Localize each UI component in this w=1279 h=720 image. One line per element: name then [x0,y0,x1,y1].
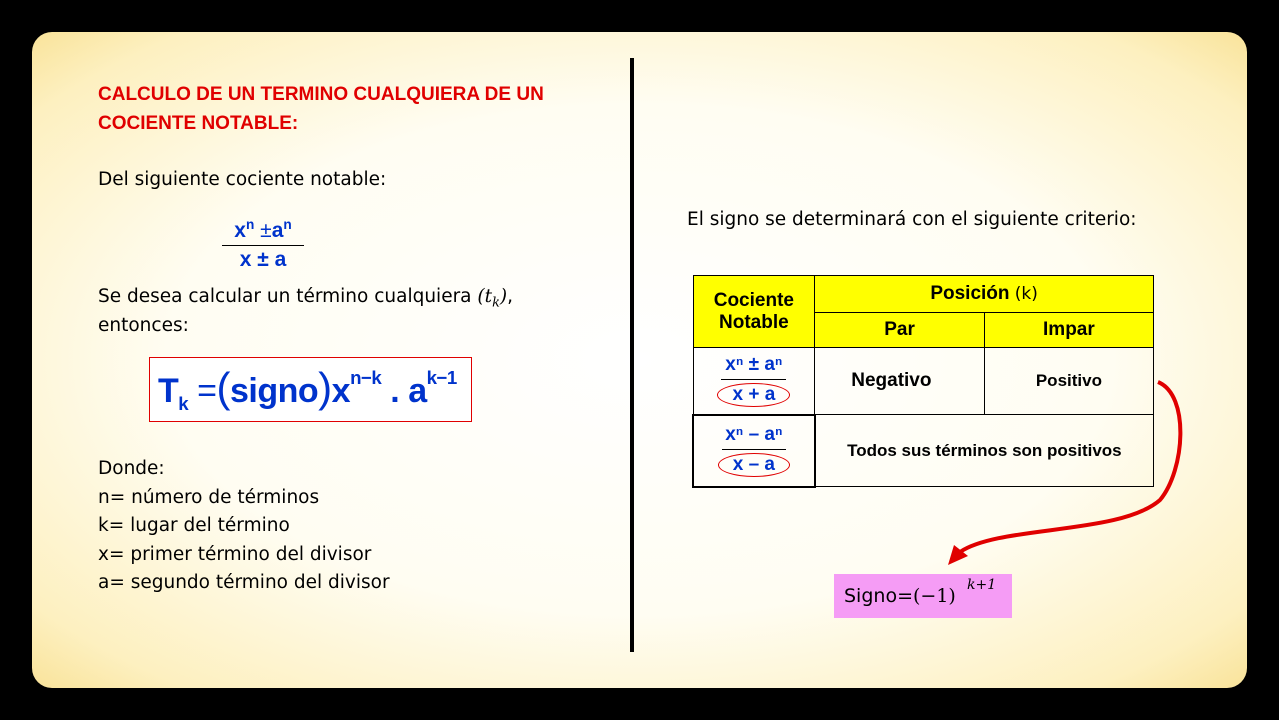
then-text: entonces: [98,315,189,336]
row1-impar-value: Positivo [984,348,1153,415]
donde-label: Donde: [98,458,165,479]
intro-text: Del siguiente cociente notable: [98,169,387,190]
row1-numerator: xⁿ ± aⁿ [725,354,783,376]
header-impar: Impar [984,313,1153,348]
desire-term: $(t_k)$ [477,286,508,311]
signo-formula: Signo=(−1) [844,585,956,607]
def-a: a= segundo término del divisor [98,572,390,593]
desire-text: Se desea calcular un término cualquiera $(t_k)$, [98,286,514,311]
criterion-text: El signo se determinará con el siguiente criterio: [687,209,1137,230]
quotient-op: ± [260,219,272,242]
quotient-x-exp: n [245,217,255,232]
quotient-x: x [234,219,246,242]
desire-prefix: Se desea calcular un término cualquiera [98,286,478,307]
quotient-denominator: x ± a [239,248,287,271]
def-x: x= primer término del divisor [98,544,372,565]
def-n: n= número de términos [98,487,320,508]
row2-denominator: x – a [718,453,790,477]
quotient-a: a [271,219,284,242]
page-title: CALCULO DE UN TERMINO CUALQUIERA DE UN COCIENTE NOTABLE: [98,84,544,134]
row2-numerator: xⁿ – aⁿ [725,424,783,445]
row2-all-positive: Todos sus términos son positivos [815,415,1154,487]
curved-red-arrow [960,382,1180,552]
quotient-a-exp: n [283,217,292,232]
row1-denominator: x + a [717,383,790,407]
header-cociente-notable: Cociente Notable [693,276,815,348]
header-par: Par [815,313,985,348]
signo-exponent: k+1 [967,577,997,593]
signo-formula-box [834,574,1012,618]
def-k: k= lugar del término [98,515,290,536]
header-posicion: Posición (k) [815,276,1154,313]
row1-par-value: Negativo [815,348,985,415]
general-term-formula: $T_k$ $=(signo)x^{n-k}$ . $a^{k-1}$ [158,364,457,414]
